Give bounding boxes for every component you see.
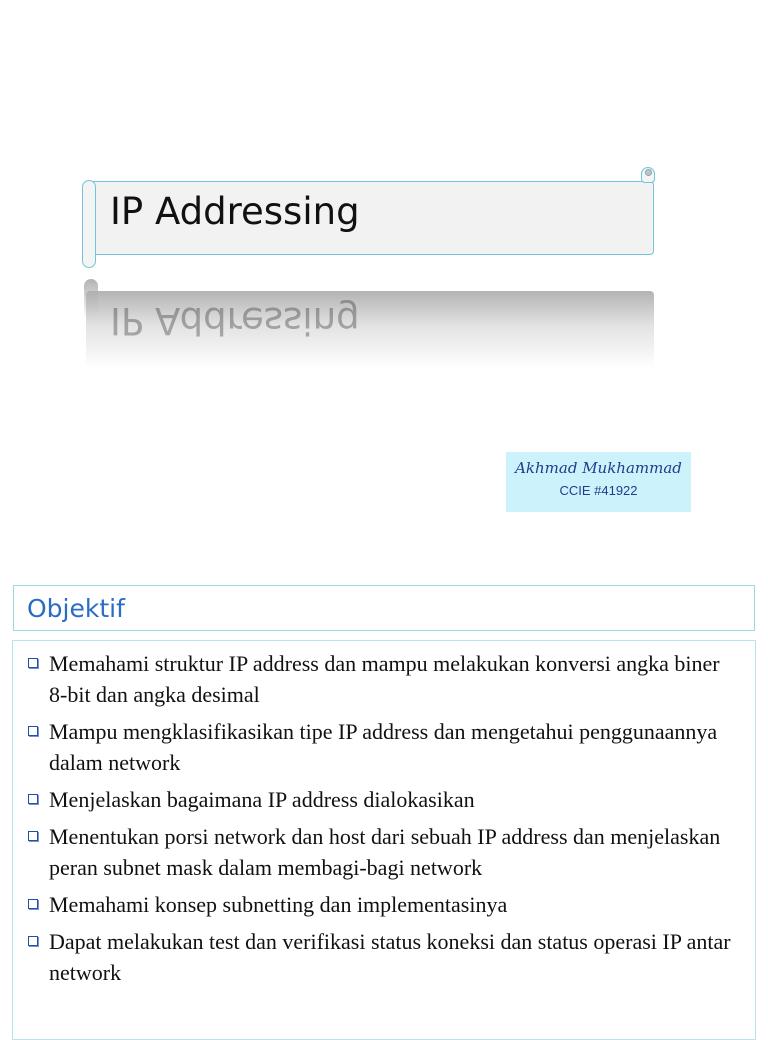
list-item — [26, 716, 736, 778]
author-box — [506, 452, 691, 512]
objectives-list — [26, 648, 736, 994]
author-name: Akhmad Mukhammad — [515, 459, 682, 477]
list-item — [26, 889, 736, 920]
list-item — [26, 926, 736, 988]
scroll-left-roll — [82, 180, 96, 268]
objectives-heading: Objektif — [27, 594, 125, 623]
list-item — [26, 784, 736, 815]
checkbox-bullet-icon — [28, 936, 38, 946]
title-reflection — [86, 291, 654, 369]
list-item-text: Memahami konsep subnetting dan implementasinya — [49, 892, 508, 917]
list-item — [26, 821, 736, 883]
checkbox-bullet-icon — [28, 899, 38, 909]
list-item-text: Memahami struktur IP address dan mampu melakukan konversi angka biner 8-bit dan angka desimal — [49, 651, 720, 707]
list-item-text: Dapat melakukan test dan verifikasi status koneksi dan status operasi IP antar network — [49, 929, 731, 985]
slide-title: IP Addressing — [110, 190, 360, 233]
scroll-knob-icon — [645, 169, 652, 176]
title-reflection-text: IP Addressing — [110, 299, 360, 342]
list-item — [26, 648, 736, 710]
list-item-text: Menjelaskan bagaimana IP address dialokasikan — [49, 787, 475, 812]
checkbox-bullet-icon — [28, 658, 38, 668]
objectives-heading-box — [13, 585, 755, 631]
list-item-text: Mampu mengklasifikasikan tipe IP address dan mengetahui penggunaannya dalam network — [49, 719, 718, 775]
list-item-text: Menentukan porsi network dan host dari sebuah IP address dan menjelaskan peran subnet mask dalam membagi-bagi network — [49, 824, 721, 880]
checkbox-bullet-icon — [28, 831, 38, 841]
author-cert: CCIE #41922 — [559, 483, 638, 498]
checkbox-bullet-icon — [28, 726, 38, 736]
checkbox-bullet-icon — [28, 794, 38, 804]
